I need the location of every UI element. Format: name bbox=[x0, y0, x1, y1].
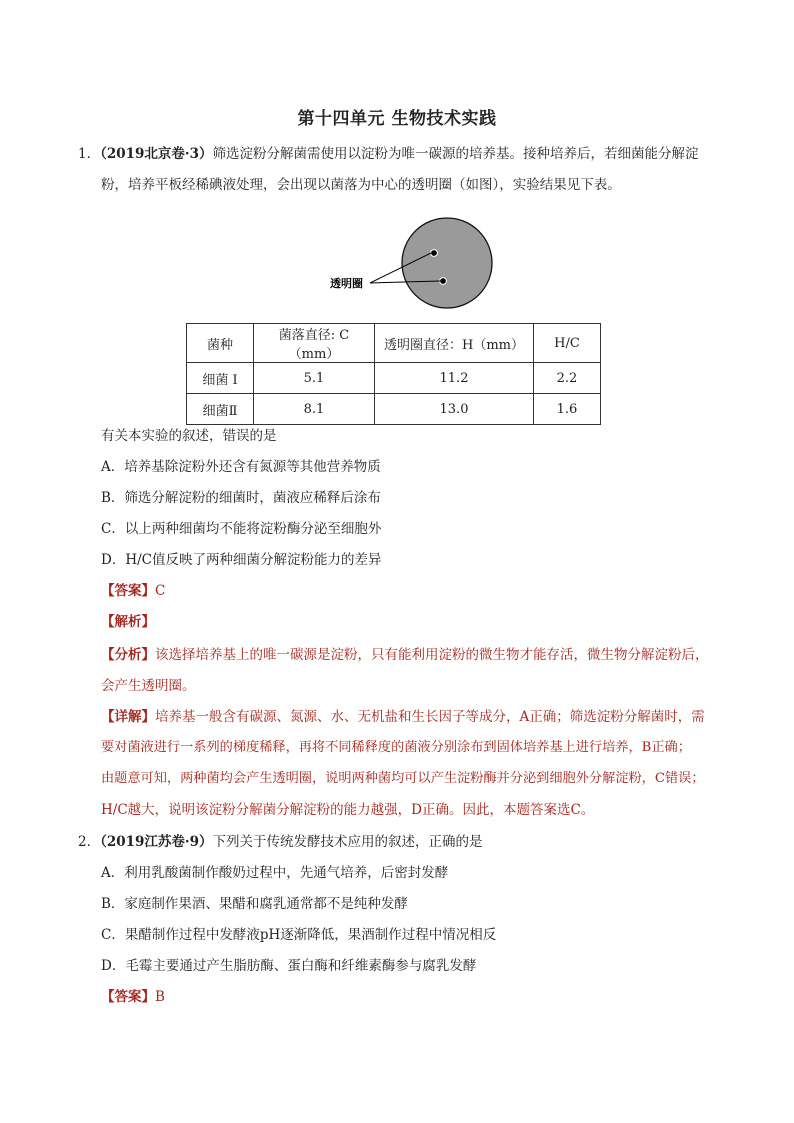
q1-detail-line4: H/C越大，说明该淀粉分解菌分解淀粉的能力越强，D正确。因此，本题答案选C。 bbox=[101, 802, 595, 818]
q1-source: （2019北京卷·3） bbox=[100, 146, 213, 162]
q1-prompt: 有关本实验的叙述，错误的是 bbox=[101, 428, 277, 444]
table-header-cell: 菌种 bbox=[187, 324, 254, 363]
page-title: 第十四单元 生物技术实践 bbox=[297, 109, 497, 129]
q2-option-b: B．家庭制作果酒、果醋和腐乳通常都不是纯种发酵 bbox=[101, 896, 408, 912]
q2-source: （2019江苏卷·9） bbox=[100, 834, 213, 850]
q1-option-d: D．H/C值反映了两种细菌分解淀粉能力的差异 bbox=[101, 552, 382, 568]
table-cell: 细菌 I bbox=[187, 363, 254, 394]
table-row bbox=[187, 363, 601, 394]
colony-dot-2 bbox=[440, 278, 447, 285]
table-cell: 细菌Ⅱ bbox=[187, 394, 254, 425]
answer-value: B bbox=[155, 989, 165, 1005]
colony-dot-1 bbox=[431, 250, 438, 257]
table-cell: 8.1 bbox=[254, 394, 375, 425]
table-header-cell: 透明圈直径：H（mm） bbox=[375, 324, 534, 363]
table-cell: 13.0 bbox=[375, 394, 534, 425]
results-table bbox=[186, 323, 601, 425]
q1-detail-line2: 要对菌液进行一系列的梯度稀释，再将不同稀释度的菌液分别涂布到固体培养基上进行培养，B正确； bbox=[101, 740, 691, 755]
q2-stem bbox=[78, 832, 483, 852]
answer-label: 【答案】 bbox=[101, 989, 155, 1005]
q1-fenxi-line2: 会产生透明圈。 bbox=[101, 678, 196, 694]
table-cell: 11.2 bbox=[375, 363, 534, 394]
figure-label: 透明圈 bbox=[330, 277, 363, 290]
detail-label: 【详解】 bbox=[101, 709, 155, 725]
q1-option-c: C．以上两种细菌均不能将淀粉酶分泌至细胞外 bbox=[101, 521, 382, 537]
q1-option-a: A．培养基除淀粉外还含有氮源等其他营养物质 bbox=[101, 459, 381, 475]
fenxi-text1: 该选择培养基上的唯一碳源是淀粉，只有能利用淀粉的微生物才能存活，微生物分解淀粉后， bbox=[155, 647, 709, 663]
table-cell: 5.1 bbox=[254, 363, 375, 394]
table-header-cell: H/C bbox=[534, 324, 601, 363]
fenxi-label: 【分析】 bbox=[101, 647, 155, 663]
answer-label: 【答案】 bbox=[101, 583, 155, 599]
table-header-cell: 菌落直径: C（mm） bbox=[254, 324, 375, 363]
petri-dish-circle bbox=[402, 218, 492, 308]
q1-answer bbox=[101, 581, 165, 601]
q1-detail-line1 bbox=[101, 707, 705, 727]
table-cell: 2.2 bbox=[534, 363, 601, 394]
table-cell: 1.6 bbox=[534, 394, 601, 425]
q2-option-c: C．果醋制作过程中发酵液pH逐渐降低，果酒制作过程中情况相反 bbox=[101, 927, 497, 943]
q2-option-a: A．利用乳酸菌制作酸奶过程中，先通气培养，后密封发酵 bbox=[101, 865, 449, 881]
q1-detail-line3: 由题意可知，两种菌均会产生透明圈，说明两种菌均可以产生淀粉酶并分泌到细胞外分解淀粉，C错误； bbox=[101, 771, 705, 786]
q1-fenxi-line1 bbox=[101, 645, 709, 665]
q1-stem-text1: 筛选淀粉分解菌需使用以淀粉为唯一碳源的培养基。接种培养后，若细菌能分解淀 bbox=[212, 146, 699, 162]
table-header-row bbox=[187, 324, 601, 363]
q1-option-b: B．筛选分解淀粉的细菌时，菌液应稀释后涂布 bbox=[101, 490, 381, 506]
q2-number: 2． bbox=[78, 834, 101, 850]
q2-answer bbox=[101, 987, 165, 1007]
petri-dish-figure bbox=[328, 216, 498, 312]
detail-text1: 培养基一般含有碳源、氮源、水、无机盐和生长因子等成分，A正确；筛选淀粉分解菌时，需 bbox=[155, 709, 705, 725]
q1-stem-line1 bbox=[78, 144, 699, 164]
q1-number: 1． bbox=[78, 146, 101, 162]
q1-stem-line2: 粉，培养平板经稀碘液处理，会出现以菌落为中心的透明圈（如图），实验结果见下表。 bbox=[101, 177, 621, 193]
q2-stem-text: 下列关于传统发酵技术应用的叙述，正确的是 bbox=[212, 834, 483, 850]
q2-option-d: D．毛霉主要通过产生脂肪酶、蛋白酶和纤维素酶参与腐乳发酵 bbox=[101, 958, 477, 974]
table-row bbox=[187, 394, 601, 425]
q1-analysis-label: 【解析】 bbox=[101, 614, 155, 630]
answer-value: C bbox=[155, 583, 166, 599]
